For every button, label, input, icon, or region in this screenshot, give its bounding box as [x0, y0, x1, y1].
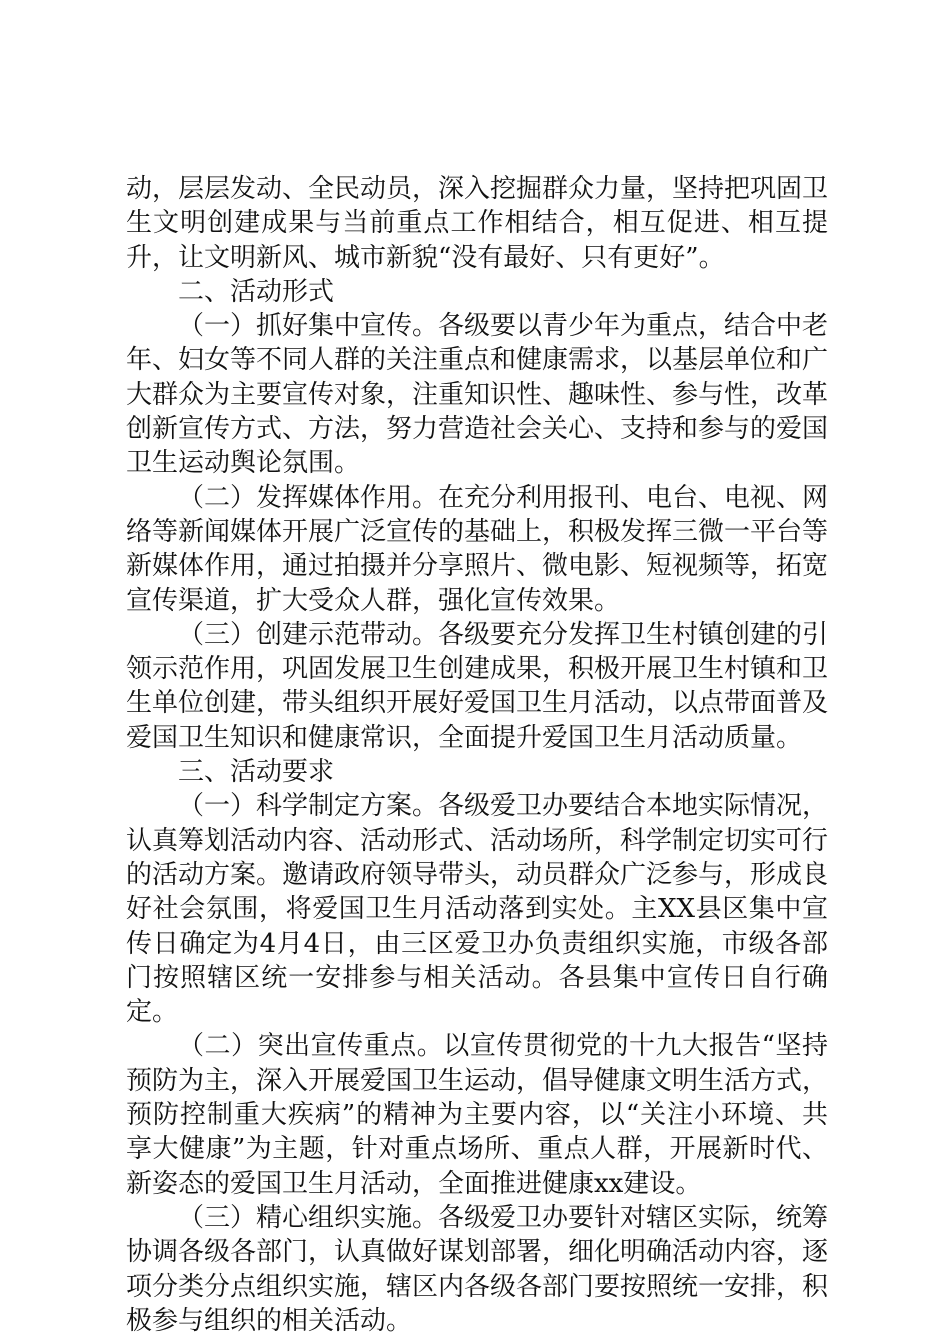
section-heading-activity-forms: 二、活动形式 [178, 276, 335, 307]
paragraph-demonstration: （三）创建示范带动。各级要充分发挥卫生村镇创建的引领示范作用，巩固发展卫生创建成果，积极开展卫生村镇和卫生单位创建，带头组织开展好爱国卫生月活动，以点带面普及爱国卫生知识和健康常识，全面提升爱国卫生月活动质量。 [126, 619, 829, 753]
document-body [126, 172, 828, 1338]
paragraph-media-role: （二）发挥媒体作用。在充分利用报刊、电台、电视、网络等新闻媒体开展广泛宣传的基础上，积极发挥三微一平台等新媒体作用，通过拍摄并分享照片、微电影、短视频等，拓宽宣传渠道，扩大受众人群，强化宣传效果。 [126, 482, 829, 616]
paragraph-continuation: 动，层层发动、全民动员，深入挖掘群众力量，坚持把巩固卫生文明创建成果与当前重点工作相结合，相互促进、相互提升，让文明新风、城市新貌“没有最好、只有更好”。 [126, 174, 829, 273]
paragraph-centralized-publicity: （一）抓好集中宣传。各级要以青少年为重点，结合中老年、妇女等不同人群的关注重点和健康需求，以基层单位和广大群众为主要宣传对象，注重知识性、趣味性、参与性，改革创新宣传方式、方法，努力营造社会关心、支持和参与的爱国卫生运动舆论氛围。 [126, 311, 829, 479]
paragraph-organization: （三）精心组织实施。各级爱卫办要针对辖区实际，统筹协调各级各部门，认真做好谋划部署，细化明确活动内容，逐项分类分点组织实施，辖区内各级各部门要按照统一安排，积极参与组织的相关活动。 [126, 1202, 829, 1336]
paragraph-publicity-focus: （二）突出宣传重点。以宣传贯彻党的十九大报告“坚持预防为主，深入开展爱国卫生运动，倡导健康文明生活方式，预防控制重大疾病”的精神为主要内容，以“关注小环境、共享大健康”为主题，针对重点场所、重点人群，开展新时代、新姿态的爱国卫生月活动，全面推进健康xx建设。 [126, 1031, 829, 1199]
paragraph-plan-formulation: （一）科学制定方案。各级爱卫办要结合本地实际情况，认真筹划活动内容、活动形式、活动场所，科学制定切实可行的活动方案。邀请政府领导带头，动员群众广泛参与，形成良好社会氛围，将爱国卫生月活动落到实处。主XX县区集中宣传日确定为4月4日，由三区爱卫办负责组织实施，市级各部门按照辖区统一安排参与相关活动。各县集中宣传日自行确定。 [126, 791, 829, 1028]
section-heading-activity-requirements: 三、活动要求 [178, 757, 335, 788]
